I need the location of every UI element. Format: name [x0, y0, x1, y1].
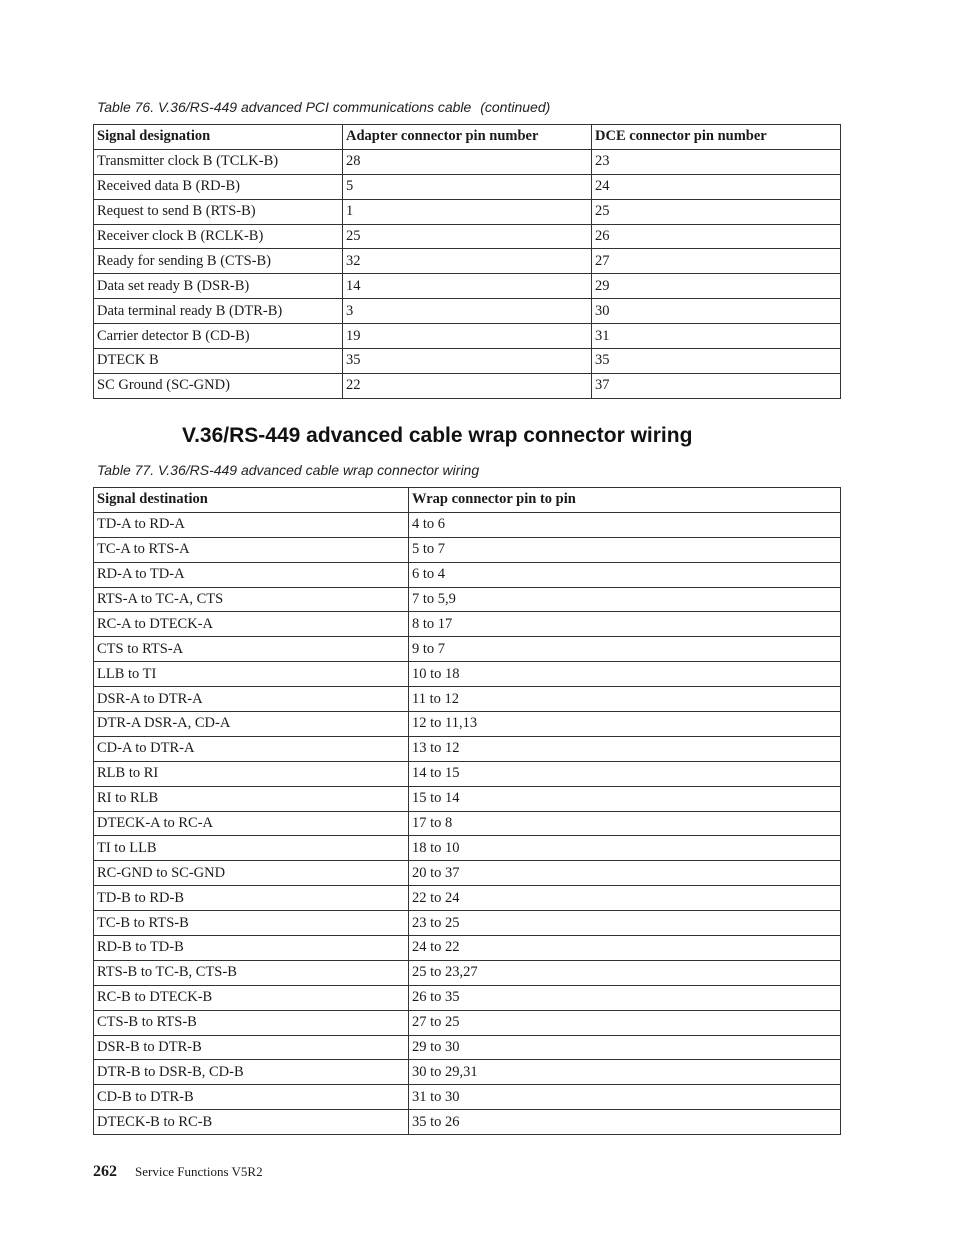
table-row — [94, 373, 841, 398]
table-cell: 25 to 23,27 — [409, 960, 841, 985]
table-cell: 10 to 18 — [409, 662, 841, 687]
table-77-caption — [97, 462, 479, 478]
table-cell: 22 — [343, 373, 592, 398]
table-row — [94, 960, 841, 985]
pci-cable-table — [93, 124, 841, 399]
table-cell: RTS-B to TC-B, CTS-B — [94, 960, 409, 985]
table-cell: 24 — [592, 174, 841, 199]
table-cell: Data terminal ready B (DTR-B) — [94, 299, 343, 324]
table-cell: 9 to 7 — [409, 637, 841, 662]
table-row — [94, 537, 841, 562]
table-cell: CD-A to DTR-A — [94, 736, 409, 761]
table-cell: RD-A to TD-A — [94, 562, 409, 587]
table-cell: RC-A to DTECK-A — [94, 612, 409, 637]
table-row — [94, 712, 841, 737]
table-cell: DTR-A DSR-A, CD-A — [94, 712, 409, 737]
table-cell: RI to RLB — [94, 786, 409, 811]
table-cell: 28 — [343, 149, 592, 174]
table-cell: RC-B to DTECK-B — [94, 985, 409, 1010]
column-header: DCE connector pin number — [592, 125, 841, 150]
table-row — [94, 612, 841, 637]
table-cell: 23 to 25 — [409, 911, 841, 936]
table-cell: 27 — [592, 249, 841, 274]
table-cell: 5 — [343, 174, 592, 199]
table-cell: DTECK-B to RC-B — [94, 1110, 409, 1135]
table-cell: 27 to 25 — [409, 1010, 841, 1035]
table-cell: Carrier detector B (CD-B) — [94, 324, 343, 349]
table-cell: RTS-A to TC-A, CTS — [94, 587, 409, 612]
table-cell: TD-A to RD-A — [94, 512, 409, 537]
table-cell: CTS to RTS-A — [94, 637, 409, 662]
table-cell: 14 — [343, 274, 592, 299]
table-cell: Transmitter clock B (TCLK-B) — [94, 149, 343, 174]
table-cell: 5 to 7 — [409, 537, 841, 562]
table-row — [94, 274, 841, 299]
table-row — [94, 637, 841, 662]
table-row — [94, 936, 841, 961]
table-row — [94, 1060, 841, 1085]
table-cell: RD-B to TD-B — [94, 936, 409, 961]
column-header: Signal designation — [94, 125, 343, 150]
table-row — [94, 324, 841, 349]
table-76-caption — [97, 99, 550, 115]
table-cell: 22 to 24 — [409, 886, 841, 911]
table-cell: 19 — [343, 324, 592, 349]
table-row — [94, 299, 841, 324]
table-cell: 20 to 37 — [409, 861, 841, 886]
table-cell: 24 to 22 — [409, 936, 841, 961]
table-cell: 26 to 35 — [409, 985, 841, 1010]
table-row — [94, 861, 841, 886]
table-row — [94, 1035, 841, 1060]
table-cell: 4 to 6 — [409, 512, 841, 537]
table-cell: 6 to 4 — [409, 562, 841, 587]
table-cell: 26 — [592, 224, 841, 249]
table-cell: DTECK B — [94, 349, 343, 374]
table-cell: TC-B to RTS-B — [94, 911, 409, 936]
table-row — [94, 811, 841, 836]
table-cell: 13 to 12 — [409, 736, 841, 761]
table-cell: 8 to 17 — [409, 612, 841, 637]
table-cell: 29 — [592, 274, 841, 299]
table-row — [94, 224, 841, 249]
table-cell: 25 — [343, 224, 592, 249]
table-cell: DTECK-A to RC-A — [94, 811, 409, 836]
table-cell: 12 to 11,13 — [409, 712, 841, 737]
table-cell: 1 — [343, 199, 592, 224]
table-77-caption-text: Table 77. V.36/RS-449 advanced cable wrap connector wiring — [97, 462, 480, 478]
table-cell: TI to LLB — [94, 836, 409, 861]
table-cell: 7 to 5,9 — [409, 587, 841, 612]
table-cell: 23 — [592, 149, 841, 174]
table-row — [94, 587, 841, 612]
table-76-caption-text: Table 76. V.36/RS-449 advanced PCI communications cable — [97, 99, 472, 115]
table-cell: Data set ready B (DSR-B) — [94, 274, 343, 299]
table-row — [94, 786, 841, 811]
table-row — [94, 1110, 841, 1135]
table-cell: 37 — [592, 373, 841, 398]
table-cell: 11 to 12 — [409, 687, 841, 712]
table-row — [94, 249, 841, 274]
table-row — [94, 1010, 841, 1035]
table-cell: CD-B to DTR-B — [94, 1085, 409, 1110]
table-cell: Ready for sending B (CTS-B) — [94, 249, 343, 274]
table-cell: 30 — [592, 299, 841, 324]
table-cell: 30 to 29,31 — [409, 1060, 841, 1085]
page-footer — [93, 1163, 263, 1181]
table-cell: TC-A to RTS-A — [94, 537, 409, 562]
section-heading: V.36/RS-449 advanced cable wrap connector wiring — [182, 424, 693, 447]
table-row — [94, 662, 841, 687]
table-row — [94, 149, 841, 174]
table-cell: LLB to TI — [94, 662, 409, 687]
table-76-caption-suffix: (continued) — [480, 99, 551, 115]
table-row — [94, 512, 841, 537]
table-cell: 35 to 26 — [409, 1110, 841, 1135]
table-cell: RC-GND to SC-GND — [94, 861, 409, 886]
table-cell: 14 to 15 — [409, 761, 841, 786]
table-cell: DSR-A to DTR-A — [94, 687, 409, 712]
table-cell: 18 to 10 — [409, 836, 841, 861]
table-cell: 17 to 8 — [409, 811, 841, 836]
table-row — [94, 886, 841, 911]
table-row — [94, 349, 841, 374]
table-cell: 3 — [343, 299, 592, 324]
column-header: Signal destination — [94, 488, 409, 513]
table-row — [94, 836, 841, 861]
table-cell: 35 — [343, 349, 592, 374]
table-row — [94, 761, 841, 786]
table-cell: DSR-B to DTR-B — [94, 1035, 409, 1060]
table-cell: 15 to 14 — [409, 786, 841, 811]
table-header-row — [94, 488, 841, 513]
table-row — [94, 736, 841, 761]
table-row — [94, 687, 841, 712]
table-cell: 25 — [592, 199, 841, 224]
wrap-connector-table — [93, 487, 841, 1135]
table-cell: CTS-B to RTS-B — [94, 1010, 409, 1035]
table-row — [94, 911, 841, 936]
column-header: Wrap connector pin to pin — [409, 488, 841, 513]
footer-title: Service Functions V5R2 — [135, 1164, 263, 1179]
table-row — [94, 562, 841, 587]
table-row — [94, 199, 841, 224]
table-cell: 31 — [592, 324, 841, 349]
table-cell: RLB to RI — [94, 761, 409, 786]
table-cell: Request to send B (RTS-B) — [94, 199, 343, 224]
table-cell: 32 — [343, 249, 592, 274]
table-cell: DTR-B to DSR-B, CD-B — [94, 1060, 409, 1085]
table-row — [94, 174, 841, 199]
page-number: 262 — [93, 1163, 117, 1180]
table-row — [94, 985, 841, 1010]
table-header-row — [94, 125, 841, 150]
table-cell: 31 to 30 — [409, 1085, 841, 1110]
table-cell: SC Ground (SC-GND) — [94, 373, 343, 398]
table-cell: Received data B (RD-B) — [94, 174, 343, 199]
table-cell: 29 to 30 — [409, 1035, 841, 1060]
table-row — [94, 1085, 841, 1110]
table-cell: TD-B to RD-B — [94, 886, 409, 911]
table-cell: 35 — [592, 349, 841, 374]
column-header: Adapter connector pin number — [343, 125, 592, 150]
table-cell: Receiver clock B (RCLK-B) — [94, 224, 343, 249]
